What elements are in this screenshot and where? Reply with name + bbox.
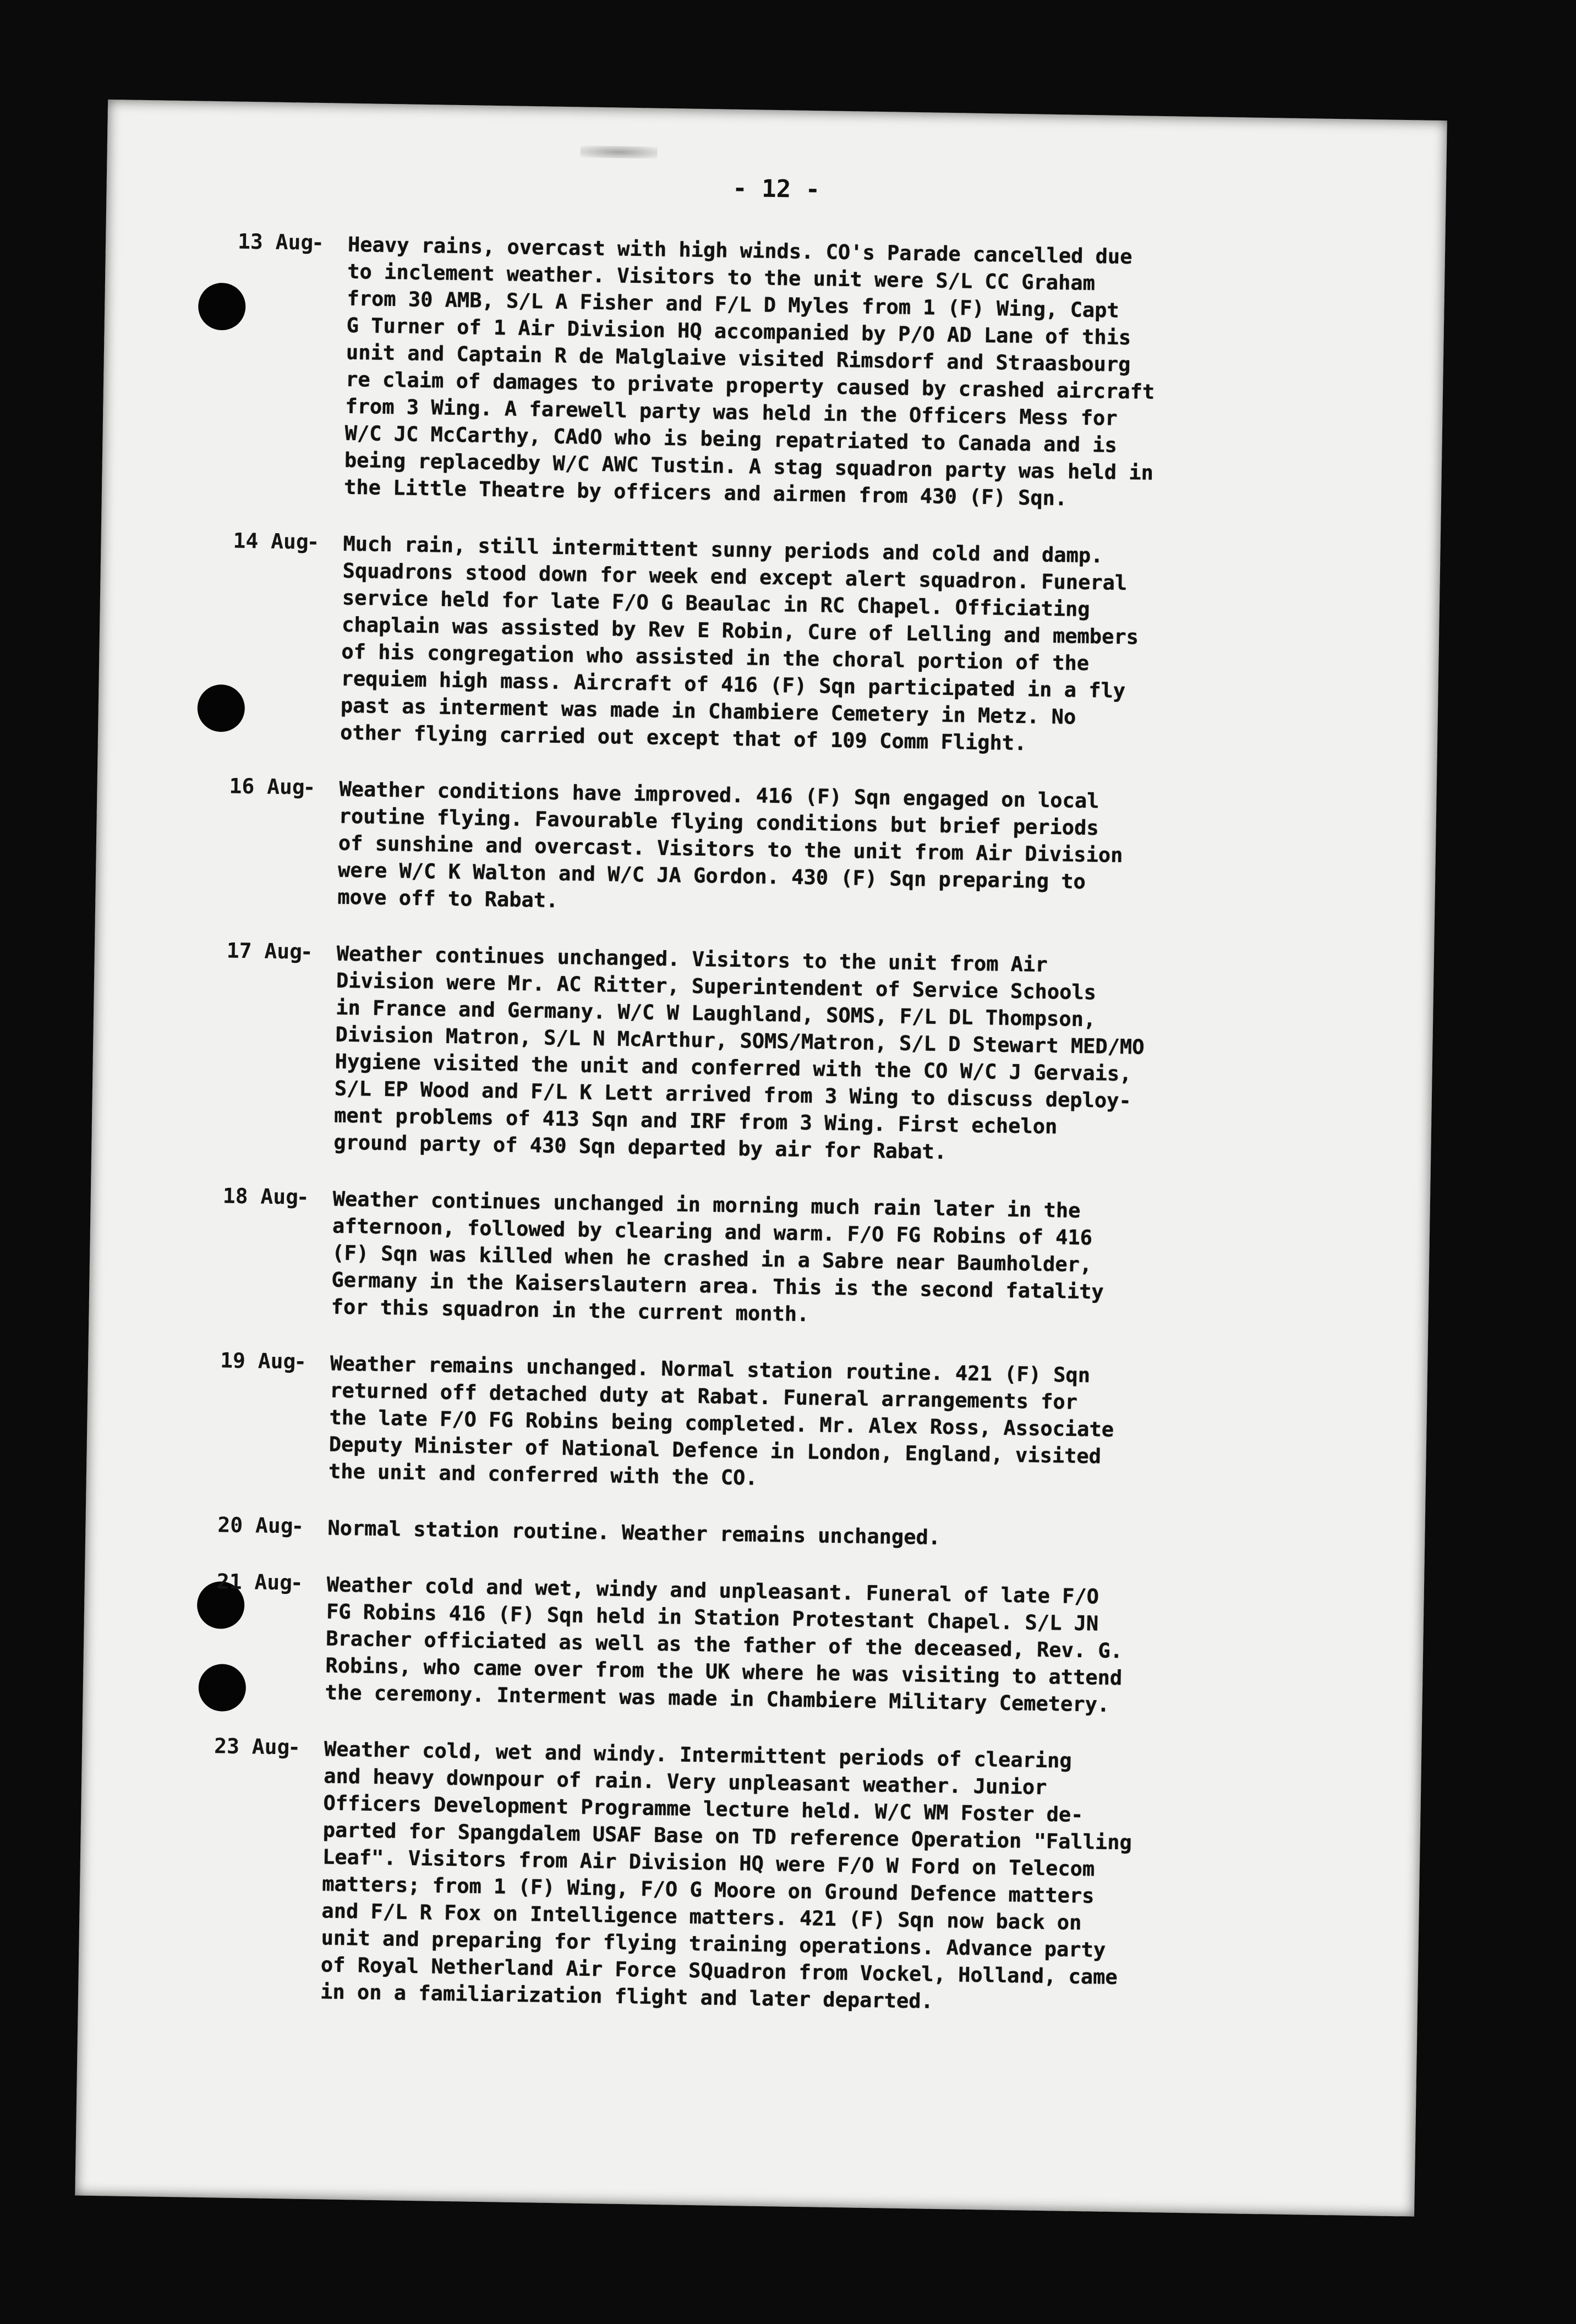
log-entry bbox=[222, 1183, 1384, 1337]
log-entries bbox=[214, 229, 1399, 2051]
punch-hole-middle bbox=[197, 684, 245, 732]
punch-hole-top bbox=[198, 283, 246, 331]
log-entry bbox=[233, 528, 1394, 763]
ink-smudge bbox=[581, 145, 658, 158]
page-number: - 12 - bbox=[732, 174, 820, 204]
entry-text: Weather continues unchanged. Visitors to the unit from Air Division were Mr. AC Ritter, Superintendent of Service Schools in France and Germany. W/C W Laughland, SOMS, F/L DL Thompson, Division Matron, S/L N McArthur, SOMS/Matron, S/L D Stewart MED/MO Hygiene visited the unit and conferred with the CO W/C J Gervais, S/L EP Wood and F/L K Lett arrived from 3 Wing to discuss deploy- ment problems of 413 Sqn and IRF from 3 Wing. First echelon ground party of 430 Sqn departed by air for Rabat. bbox=[333, 941, 1145, 1164]
entry-text: Much rain, still intermittent sunny periods and cold and damp. Squadrons stood down for week end except alert squadron. Funeral service held for late F/O G Beaulac in RC Chapel. Officiating chaplain was assisted by Rev E Robin, Cure of Lelling and members of his congregation who assisted in the choral portion of the requiem high mass. Aircraft of 416 (F) Sqn participated in a fly past as interment was made in Chambiere Cemetery in Metz. No other flying carried out except that of 109 Comm Flight. bbox=[340, 531, 1139, 755]
log-entry bbox=[229, 774, 1391, 927]
entry-text: Weather continues unchanged in morning much rain later in the afternoon, followed by clearing and warm. F/O FG Robins of 416 (F) Sqn was killed when he crashed in a Sabre near Baumholder, Germany in the Kaiserslautern area. This is the second fatality for this squadron in the current month. bbox=[331, 1187, 1104, 1327]
entry-text: Weather cold, wet and windy. Intermittent periods of clearing and heavy downpour of rain. Very unpleasant weather. Junior Officers Development Programme lecture held. W/C WM Foster de- parted for Spangdalem USAF Base on TD reference Operation "Falling Leaf". Visitors from Air Division HQ were F/O W Ford on Telecom matters; from 1 (F) Wing, F/O G Moore on Ground Defence matters and F/L R Fox on Intelligence matters. 421 (F) Sqn now back on unit and preparing for flying training operations. Advance party of Royal Netherland Air Force SQuadron from Vockel, Holland, came in on a familiarization flight and later departed. bbox=[320, 1737, 1132, 2013]
document-page bbox=[75, 100, 1447, 2217]
entry-date: 19 Aug bbox=[220, 1348, 296, 1374]
log-entry bbox=[216, 1569, 1378, 1723]
entry-date: 18 Aug bbox=[222, 1183, 299, 1209]
entry-date: 16 Aug bbox=[229, 774, 305, 799]
entry-date: 21 Aug bbox=[216, 1569, 293, 1595]
log-entry bbox=[220, 1348, 1382, 1501]
entry-date: 20 Aug bbox=[217, 1512, 294, 1538]
entry-date: 23 Aug bbox=[214, 1734, 290, 1760]
log-entry bbox=[217, 1512, 1379, 1558]
entry-dash: - bbox=[290, 1570, 304, 1595]
entry-text: Weather remains unchanged. Normal station routine. 421 (F) Sqn returned off detached duty at Rabat. Funeral arrangements for the late F/O FG Robins being completed. Mr. Alex Ross, Associate Deputy Minister of National Defence in London, England, visited the unit and conferred with the CO. bbox=[328, 1351, 1114, 1490]
log-entry bbox=[226, 938, 1388, 1172]
entry-text: Heavy rains, overcast with high winds. CO's Parade cancelled due to inclement weather. Visitors to the unit were S/L CC Graham from 30 AMB, S/L A Fisher and F/L D Myles from 1 (F) Wing, Capt G Turner of 1 Air Division HQ accompanied by P/O AD Lane of this unit and Captain R de Malglaive visited Rimsdorf and Straasbourg re claim of damages to private property caused by crashed aircraft from 3 Wing. A farewell party was held in the Officers Mess for W/C JC McCarthy, CAdO who is being repatriated to Canada and is being replacedby W/C AWC Tustin. A stag squadron party was held in the Little Theatre by officers and airmen from 430 (F) Sqn. bbox=[343, 232, 1155, 511]
entry-dash: - bbox=[307, 529, 320, 555]
log-entry bbox=[237, 229, 1399, 517]
entry-date: 14 Aug bbox=[233, 528, 309, 554]
entry-date: 13 Aug bbox=[237, 229, 314, 255]
log-entry bbox=[214, 1734, 1375, 2022]
entry-dash: - bbox=[291, 1514, 304, 1538]
entry-text: Normal station routine. Weather remains unchanged. bbox=[327, 1516, 941, 1549]
entry-dash: - bbox=[311, 230, 325, 255]
entry-date: 17 Aug bbox=[226, 938, 303, 964]
entry-text: Weather cold and wet, windy and unpleasant. Funeral of late F/O FG Robins 416 (F) Sqn held in Station Protestant Chapel. S/L JN Bracher officiated as well as the father of the deceased, Rev. G. Robins, who came over from the UK where he was visiting to attend the ceremony. Interment was made in Chambiere Military Cemetery. bbox=[325, 1572, 1123, 1717]
entry-dash: - bbox=[296, 1185, 310, 1209]
entry-dash: - bbox=[303, 775, 316, 799]
entry-dash: - bbox=[293, 1349, 307, 1374]
entry-text: Weather conditions have improved. 416 (F) Sqn engaged on local routine flying. Favourable flying conditions but brief periods of sunshine and overcast. Visitors to the unit from Air Division were W/C K Walton and W/C JA Gordon. 430 (F) Sqn preparing to move off to Rabat. bbox=[337, 777, 1123, 912]
entry-dash: - bbox=[300, 939, 314, 964]
entry-dash: - bbox=[287, 1735, 301, 1760]
punch-hole-lower-2 bbox=[198, 1664, 246, 1712]
